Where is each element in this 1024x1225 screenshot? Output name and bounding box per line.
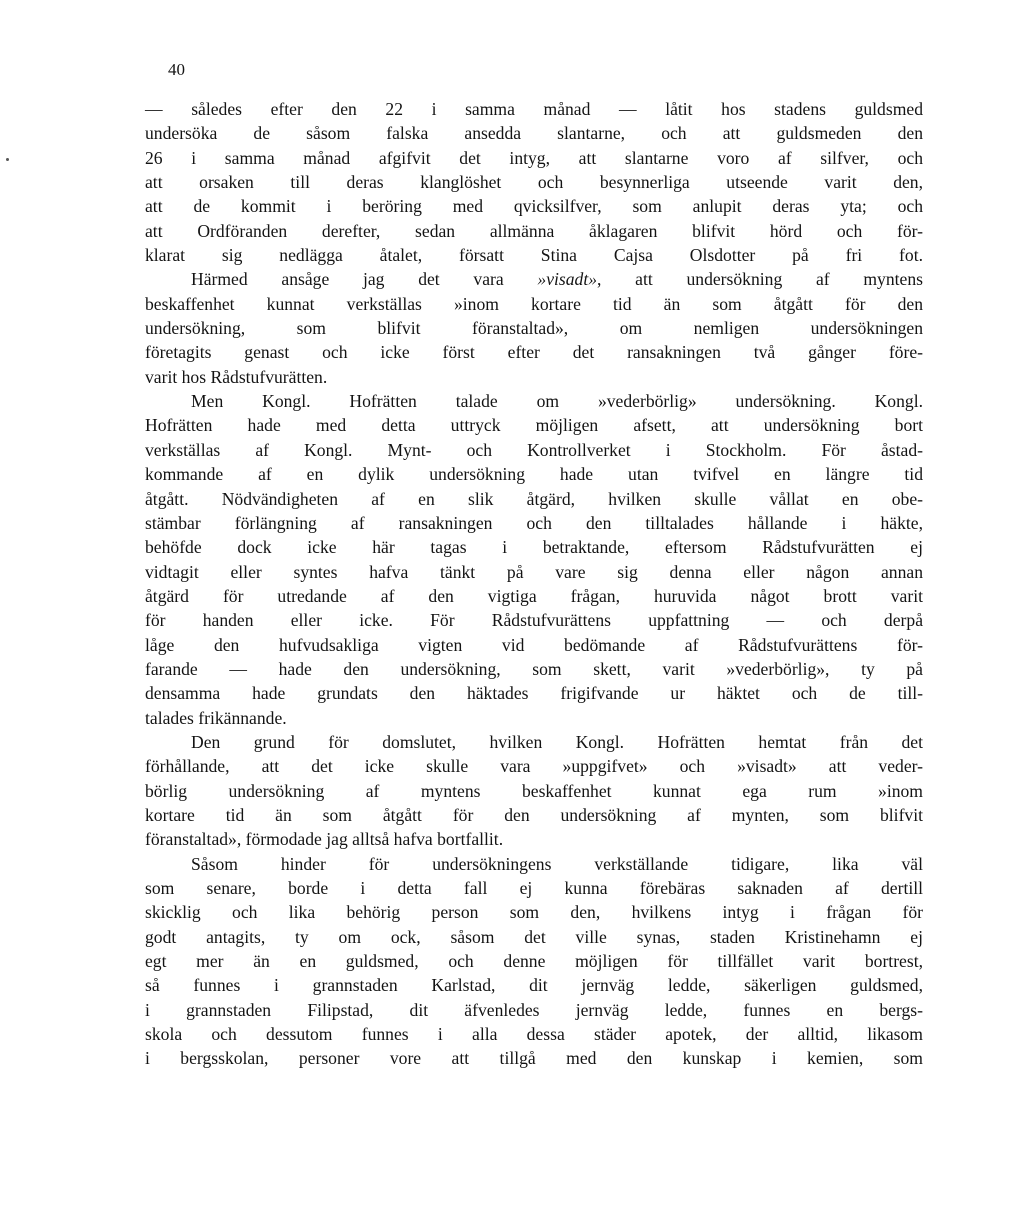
text-line: kommande af en dylik undersökning hade utan tvifvel en längre tid [145, 464, 923, 485]
italic-quote: »visadt» [537, 269, 598, 290]
text-line: i grannstaden Filipstad, dit äfvenledes jernväg ledde, funnes en bergs- [145, 999, 923, 1020]
text-line: Hofrätten hade med detta uttryck möjligen afsett, att undersökning bort [145, 415, 923, 436]
text-line: 26 i samma månad afgifvit det intyg, att slantarne voro af silfver, och [145, 147, 923, 168]
margin-speck [6, 158, 9, 161]
text-line: skicklig och lika behörig person som den, hvilkens intyg i frågan för [145, 902, 923, 923]
text-line: åtgärd för utredande af den vigtiga frågan, huruvida något brott varit [145, 585, 923, 606]
text-line: varit hos Rådstufvurätten. [145, 366, 328, 387]
text-line: talades frikännande. [145, 707, 287, 728]
text-line: beskaffenhet kunnat verkställas »inom kortare tid än som åtgått för den [145, 293, 923, 314]
text-line: förhållande, att det icke skulle vara »uppgifvet» och »visadt» att veder- [145, 756, 923, 777]
text-line: så funnes i grannstaden Karlstad, dit jernväg ledde, säkerligen guldsmed, [145, 975, 923, 996]
text-line: åtgått. Nödvändigheten af en slik åtgärd, hvilken skulle vållat en obe- [145, 488, 923, 509]
text-line: undersöka de såsom falska ansedda slantarne, och att guldsmeden den [145, 123, 923, 144]
text-line: undersökning, som blifvit föranstaltad», om nemligen undersökningen [145, 318, 923, 339]
text-line: att de kommit i beröring med qvicksilfver, som anlupit deras yta; och [145, 196, 923, 217]
text-line: att Ordföranden derefter, sedan allmänna åklagaren blifvit hörd och för- [145, 220, 923, 241]
page-number: 40 [168, 60, 185, 79]
text-line-italic-quote: Härmed ansåge jag det vara »visadt», att undersökning af myntens [191, 269, 923, 290]
text-line: som senare, borde i detta fall ej kunna förebäras saknaden af dertill [145, 878, 923, 898]
text-line: klarat sig nedlägga åtalet, försatt Stina Cajsa Olsdotter på fri fot. [145, 245, 923, 266]
text-line: börlig undersökning af myntens beskaffenhet kunnat ega rum »inom [145, 780, 923, 801]
text-line: vidtagit eller syntes hafva tänkt på vare sig denna eller någon annan [145, 561, 923, 582]
text-line: egt mer än en guldsmed, och denne möjligen för tillfället varit bortrest, [145, 951, 923, 972]
text-line: verkställas af Kongl. Mynt- och Kontrollverket i Stockholm. För åstad- [145, 439, 923, 460]
text-line: föranstaltad», förmodade jag alltså hafva bortfallit. [145, 829, 504, 850]
text-line: — således efter den 22 i samma månad — låtit hos stadens guldsmed [145, 99, 923, 119]
text-line: för handen eller icke. För Rådstufvurättens uppfattning — och derpå [145, 610, 923, 631]
text-line: i bergsskolan, personer vore att tillgå med den kunskap i kemien, som [145, 1048, 923, 1069]
text-line: att orsaken till deras klanglöshet och besynnerliga utseende varit den, [145, 172, 923, 193]
text-line: kortare tid än som åtgått för den undersökning af mynten, som blifvit [145, 804, 923, 825]
text-line: skola och dessutom funnes i alla dessa städer apotek, der alltid, likasom [145, 1024, 923, 1045]
text-line: låge den hufvudsakliga vigten vid bedömande af Rådstufvurättens för- [145, 634, 923, 655]
text-line: stämbar förlängning af ransakningen och den tilltalades hållande i häkte, [145, 512, 923, 533]
body-text [145, 97, 923, 1071]
text-line: Såsom hinder för undersökningens verkställande tidigare, lika väl [191, 853, 923, 874]
text-line: Den grund för domslutet, hvilken Kongl. Hofrätten hemtat från det [191, 731, 923, 752]
text-line: godt antagits, ty om ock, såsom det ville synas, staden Kristinehamn ej [145, 926, 923, 947]
text-line: farande — hade den undersökning, som skett, varit »vederbörlig», ty på [145, 658, 923, 679]
text-line: behöfde dock icke här tagas i betraktande, eftersom Rådstufvurätten ej [145, 537, 923, 558]
text-line: densamma hade grundats den häktades frigifvande ur häktet och de till- [145, 683, 923, 704]
text-line: Men Kongl. Hofrätten talade om »vederbörlig» undersökning. Kongl. [191, 391, 923, 412]
text-line: företagits genast och icke först efter det ransakningen två gånger före- [145, 342, 923, 363]
